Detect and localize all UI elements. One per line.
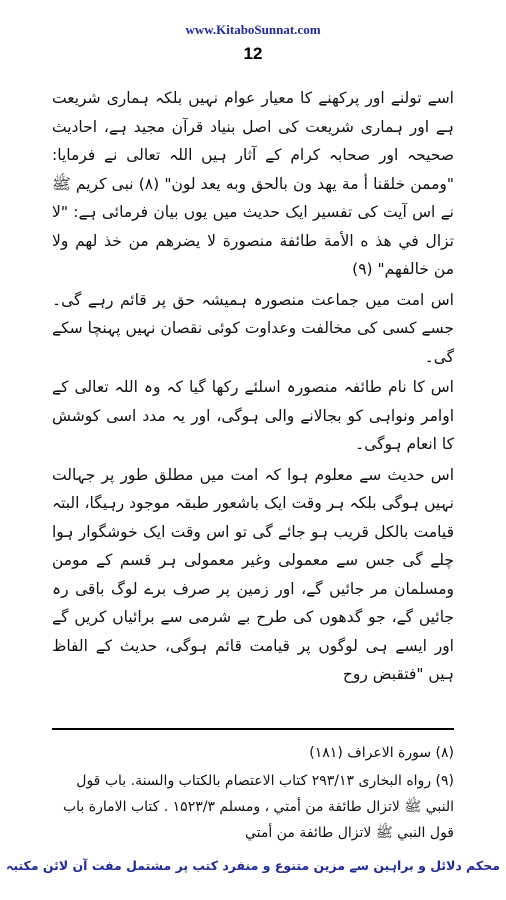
paragraph: اس امت میں جماعت منصورہ ہمیشہ حق پر قائم رہے گی۔ جسے کسی کی مخالفت وعداوت کوئی نقصان نہیں پہنچا سکے گی۔ [52,290,454,366]
paragraph: اس حدیث سے معلوم ہوا کہ امت میں مطلق طور پر جہالت نہیں ہوگی بلکہ ہر وقت ایک باشعور طبقہ موجود رہیگا، البتہ قیامت بالکل قریب ہو جائے گی تو اس وقت ایک خوشگوار ہوا چلے گی جس سے معمولی وغیر معمولی ہر قسم کے مومن ومسلمان مر جائیں گے، اور زمین پر صرف برے لوگ باقی رہ جائیں گے، جو گدھوں کی طرح بے شرمی سے برائیاں کریں گے اور ایسے ہی لوگوں پر قیامت قائم ہوگی، حدیث کے الفاظ ہیں "فتقبض روح [52,465,454,683]
page-number: 12 [243,44,263,63]
footer-banner: محکم دلائل و براہین سے مزین متنوع و منفرد کتب پر مشتمل مفت آن لائن مکتبہ [6,858,500,873]
site-url[interactable]: www.KitaboSunnat.com [185,22,321,37]
paragraph: اسے تولنے اور پرکھنے کا معیار عوام نہیں بلکہ ہماری شریعت ہے اور ہماری شریعت کی اصل بنیاد قرآن مجید ہے، احادیث صحیحہ اور صحابہ کرام کے آثار ہیں اللہ تعالی نے فرمایا: "وممن خلقنا أ مة يهد ون بالحق وبه يعد لون" (۸) نبی کریم ﷺ نے اس آیت کی تفسیر ایک حدیث میں یوں بیان فرمائی ہے: "لا تزال في هذ ه الأمة طائفة منصورة لا يضرهم من خذ لهم ولا من خالفهم" (۹) [52,89,454,278]
footnote: (۸) سورة الاعراف (۱۸۱) [309,745,454,761]
footnotes [52,740,454,848]
main-text [52,84,454,691]
paragraph: اس کا نام طائفہ منصورہ اسلئے رکھا گیا کہ وہ اللہ تعالی کے اوامر ونواہی کو بجالانے والی ہوگی، اور یہ مدد اسی کوشش کا انعام ہوگی۔ [52,378,454,453]
footnote-divider [52,728,454,730]
footnote: (۹) رواه البخاری ۲۹۳/۱۳ كتاب الاعتصام بالكتاب والسنة. باب قول النبي ﷺ لاتزال طائفة من أمتي ، ومسلم ۱۵۲۳/۳ . كتاب الامارة باب قول النبي ﷺ لاتزال طائفة من أمتي [62,773,454,841]
